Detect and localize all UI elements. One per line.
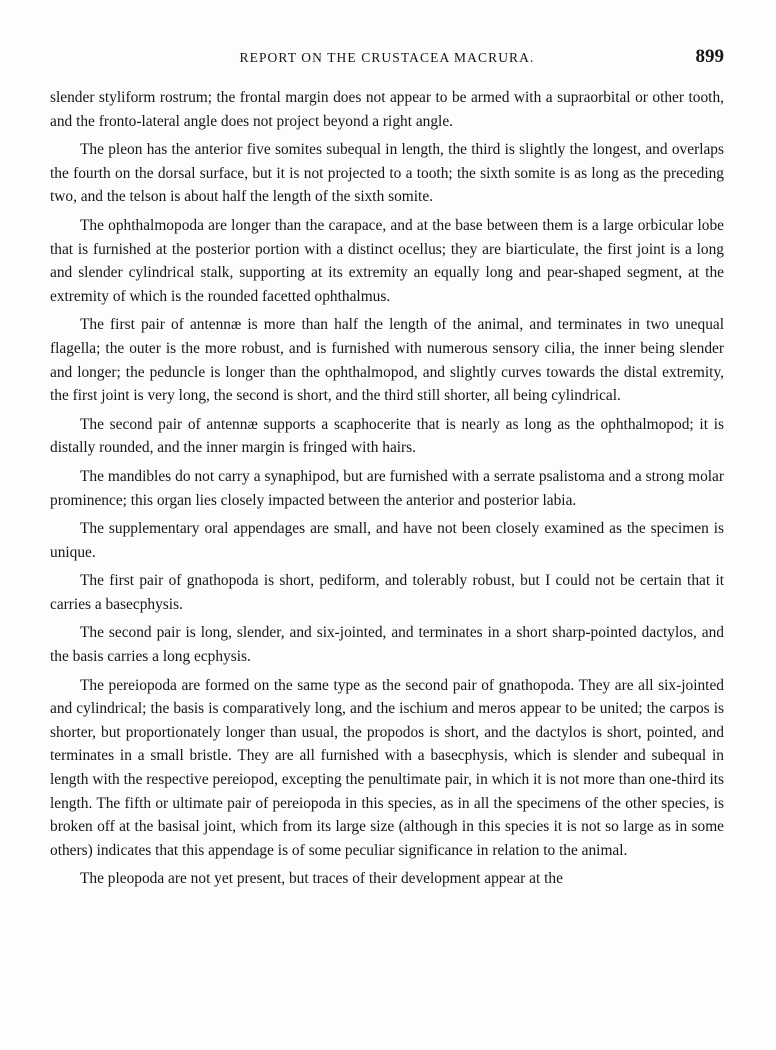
paragraph: The first pair of antennæ is more than half the length of the animal, and terminates in two unequal flagella; the outer is the more robust, and is furnished with numerous sensory cilia, the inner being slender and longer; the peduncle is longer than the ophthalmopod, and slightly curves towards the distal extremity, the first joint is very long, the second is short, and the third still shorter, all being cylindrical. <box>50 316 724 405</box>
paragraph: The first pair of gnathopoda is short, pediform, and tolerably robust, but I could not be certain that it carries a basecphysis. <box>50 572 724 613</box>
paragraph: The second pair of antennæ supports a scaphocerite that is nearly as long as the ophthalmopod; it is distally rounded, and the inner margin is fringed with hairs. <box>50 415 724 457</box>
paragraph: The mandibles do not carry a synaphipod, but are furnished with a serrate psalistoma and a strong molar prominence; this organ lies closely impacted between the anterior and posterior labia. <box>50 467 724 509</box>
paragraph: slender styliform rostrum; the frontal margin does not appear to be armed with a supraorbital or other tooth, and the fronto-lateral angle does not project beyond a right angle. <box>50 89 724 130</box>
paragraph: The pereiopoda are formed on the same type as the second pair of gnathopoda. They are all six-jointed and cylindrical; the basis is comparatively long, and the ischium and meros appear to be united; the carpos is shorter, but proportionately longer than usual, the propodos is short, and the dactylos is short, pointed, and terminates in a small bristle. They are all furnished with a basecphysis, which is slender and subequal in length with the respective pereiopod, excepting the penultimate pair, in which it is not more than one-third its length. The fifth or ultimate pair of pereiopoda in this species, as in all the specimens of the other species, is broken off at the basisal joint, which from its large size (although in this species it is not so large as in some others) indicates that this appendage is of some peculiar significance in relation to the animal. <box>50 676 724 859</box>
running-head <box>50 46 724 70</box>
paragraph: The supplementary oral appendages are small, and have not been closely examined as the specimen is unique. <box>50 520 724 561</box>
page-number: 899 <box>695 46 724 67</box>
paragraph: The pleopoda are not yet present, but traces of their development appear at the <box>80 870 563 888</box>
paragraph: The ophthalmopoda are longer than the carapace, and at the base between them is a large orbicular lobe that is furnished at the posterior portion with a distinct ocellus; they are biarticulate, the first joint is a long and slender cylindrical stalk, supporting at its extremity an equally long and pear-shaped segment, at the extremity of which is the rounded facetted ophthalmus. <box>50 216 724 305</box>
body-text <box>50 86 724 891</box>
paragraph: The second pair is long, slender, and six-jointed, and terminates in a short sharp-pointed dactylos, and the basis carries a long ecphysis. <box>50 624 724 666</box>
running-title: REPORT ON THE CRUSTACEA MACRURA. <box>239 50 535 65</box>
paragraph: The pleon has the anterior five somites subequal in length, the third is slightly the longest, and overlaps the fourth on the dorsal surface, but it is not projected to a tooth; the sixth somite is as long as the preceding two, and the telson is about half the length of the sixth somite. <box>50 141 724 206</box>
